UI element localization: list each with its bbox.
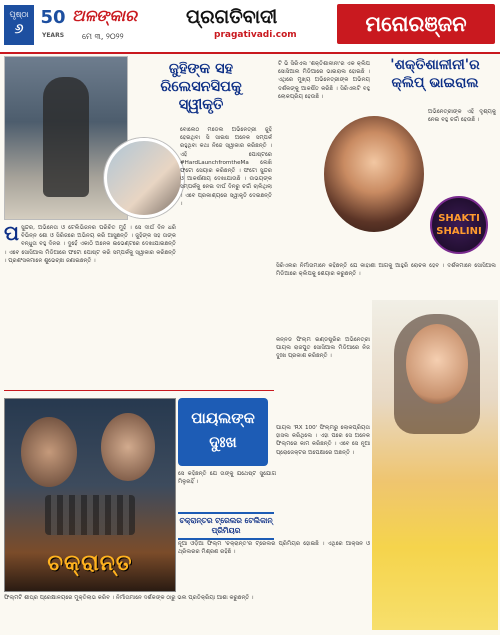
poster-actress-face — [101, 413, 155, 481]
story1-lead-letter: ପ — [4, 224, 19, 245]
couple-inset-photo — [104, 138, 184, 218]
story1-body-right: ବୋଲେଠ ମଡେଲ ଅଭିନେତ୍ରୀ ଜୁହି ହେଇଥିବା ସି ସାଇଷ ଅନେକ ସମ୍ପର୍କ ରହୁଥିବା କଥା ନିଜେ ସ୍ୱୀକାର କରିଛନ୍ତି । ଏହି ପୋଷ୍ଟରେ #HardLaunchfromtheMa ଲେଖି ଫଟୋ ସେୟାର କରିଛନ୍ତି । ଫଟୋ ସୁନ୍ଦର ଓ ଆକର୍ଷଣୀୟ ଦେଖାଯାଉଛି । ଉଭୟଙ୍କ ସମ୍ପର୍କକୁ ନେଇ ଦୀର୍ଘ ଦିନରୁ ଚର୍ଚ୍ଚା ଚାଲିଥିଲା । ଏବେ ପ୍ରକାଶ୍ୟରେ ସ୍ୱୀକୃତି ଦେଇଛନ୍ତି । — [180, 127, 272, 207]
portrait-face — [406, 324, 468, 404]
story3-headline — [178, 398, 268, 466]
story1-body-main — [4, 224, 176, 384]
story2-body-right: ଅଭିନେତ୍ରୀଙ୍କ ଏହି ଦୃଶ୍ୟକୁ ନେଇ ବହୁ ଚର୍ଚ୍ଚା ହେଉଛି । — [428, 109, 496, 124]
page-number: ୬ — [14, 21, 24, 37]
anniversary-number: 50 — [40, 7, 66, 28]
section-banner: ମନୋରଞ୍ଜନ — [337, 4, 495, 44]
story1-body-text: ସୁନ୍ଦର, ଅଭିନେତା ଓ ଟେଲିଭିଜନର ପରିଚିତ ମୁହଁ । ସେ ଦୀର୍ଘ ଦିନ ଧରି ବିଭିନ୍ନ ଶୋ ଓ ସିରିଜରେ ଅଭିନୟ କରି ଆସୁଛନ୍ତି । ଜୁହିଙ୍କ ସହ ତାଙ୍କ ବନ୍ଧୁତା ବହୁ ଦିନର । ଦୁହେଁ ଏକାଠି ଅନେକ ଇଭେଣ୍ଟରେ ଦେଖାଯାଇଛନ୍ତି । ଏବେ ସୋସିଆଲ ମିଡିଆରେ ଫଟୋ ପୋଷ୍ଟ କରି ସମ୍ପର୍କକୁ ସ୍ୱୀକାର କରିଛନ୍ତି । ପ୍ରଶଂସକମାନେ ଶୁଭେଚ୍ଛା ଜଣାଇଛନ୍ତି । — [4, 225, 176, 264]
story3-headline-line1: ପାୟଲଙ୍କ — [191, 409, 255, 427]
masthead-title: ପ୍ରଗତିବାଦୀ — [186, 6, 278, 28]
story2-body-bottom: ସିରିଏଲର ନିର୍ମାତାମାନେ କହିଛନ୍ତି ଯେ କାହାଣୀ ଆଗକୁ ଆହୁରି ରୋଚକ ହେବ । ଦର୍ଶକମାନେ ସୋସିଆଲ ମିଡିଆରେ କ୍ଲିପକୁ ଶେୟାର କରୁଛନ୍ତି । — [276, 263, 496, 278]
show-logo-line2: SHALINI — [436, 226, 482, 237]
poster-title: ଚକ୍ରାନ୍ତ — [47, 551, 133, 576]
show-logo-line1: SHAKTI — [438, 213, 480, 224]
story2-headline: 'ଶକ୍ତିଶାଳୀନୀ'ର କ୍ଲିପ୍ ଭାଇରାଲ — [390, 57, 480, 91]
story3-body-mid: ପାୟଲ 'RX 100' ଫିଲ୍ମରୁ ଲୋକପ୍ରିୟତା ହାସଲ କରିଥିଲେ । ଏହା ପରେ ସେ ଅନେକ ଫିଲ୍ମରେ କାମ କରିଛନ୍ତି । ଏବେ ସେ ନୂଆ ପ୍ରୋଜେକ୍ଟର ଅପେକ୍ଷାରେ ଅଛନ୍ତି । — [276, 425, 370, 456]
anniversary-sub: YEARS — [41, 32, 65, 39]
poster-weapons — [45, 495, 135, 535]
show-logo-badge — [430, 196, 488, 254]
couple-figure — [43, 77, 89, 197]
masthead-url[interactable]: pragativadi.com — [214, 30, 297, 40]
anniversary-logo — [40, 4, 66, 44]
story4-body-right: ନୂଆ ଓଡ଼ିଆ ଫିଲ୍ମ 'ଚକ୍ରାନ୍ତ'ର ଟ୍ରେଲର ପ୍ରିମିୟର ହୋଇଛି । ଏଥିରେ ଆକ୍ସନ ଓ ଥ୍ରିଲରର ମିଶ୍ରଣ ରହିଛି । — [178, 541, 370, 556]
story3-body-top: କନ୍ନଡ ଫିଲ୍ମ ଇଣ୍ଡଷ୍ଟ୍ରିର ଅଭିନେତ୍ରୀ ପାୟଲ ରାଜପୁତ ସୋସିଆଲ ମିଡିଆରେ ନିଜ ଦୁଃଖ ପ୍ରକାଶ କରିଛନ୍ତି । — [276, 337, 370, 360]
story4-body-bottom: ଫିଲ୍ମଟି ଶୀଘ୍ର ପ୍ରେକ୍ଷାଳୟରେ ମୁକ୍ତିଲାଭ କରିବ । ନିର୍ମାତାମାନେ ଦର୍ଶକଙ୍କ ଠାରୁ ଭଲ ପ୍ରତିକ୍ରିୟା ଆଶା କରୁଛନ୍ତି । — [4, 595, 254, 601]
edition-logo: ଅଳଙ୍କାର — [72, 6, 138, 25]
page-number-badge — [4, 5, 34, 45]
story3-headline-line2: ଦୁଃଖ — [209, 433, 237, 451]
actress-portrait — [324, 116, 424, 232]
story1-headline: ଜୁହିଙ୍କ ସହ ରିଲେସନସିପକୁ ସ୍ୱୀକୃତି — [160, 61, 242, 113]
story2-body-left: ଟି ଭି ସିରିଏଲ 'ଶକ୍ତିଶାଳୀନୀ'ର ଏକ କ୍ଲିପ ସୋସିଆଲ ମିଡିଆରେ ଭାଇରାଲ ହୋଇଛି । ଏଥିରେ ମୁଖ୍ୟ ଅଭିନେତ୍ରୀଙ୍କ ଅଭିନୟ ଦର୍ଶକଙ୍କୁ ଆକର୍ଷିତ କରିଛି । ସିରିଏଲଟି ବହୁ ଲୋକପ୍ରିୟ ହେଉଛି । — [278, 61, 370, 100]
story4-kicker: ଚକ୍ରାନ୍ତର ଟ୍ରେଲର ଟେଲିକାନ୍ ପ୍ରିମିୟର — [178, 512, 274, 540]
poster-actor-face — [21, 417, 77, 487]
payal-portrait — [372, 300, 498, 630]
story3-body-left: ସେ କହିଛନ୍ତି ଯେ ତାଙ୍କୁ ଯଥେଷ୍ଟ ସୁଯୋଗ ମିଳୁନାହିଁ । — [178, 471, 276, 486]
edition-date: ମେ ୩, ୨୦୨୨ — [82, 32, 124, 41]
section-divider — [4, 390, 274, 391]
page-label: ପୃଷ୍ଠା — [9, 10, 29, 19]
movie-poster — [4, 398, 176, 592]
